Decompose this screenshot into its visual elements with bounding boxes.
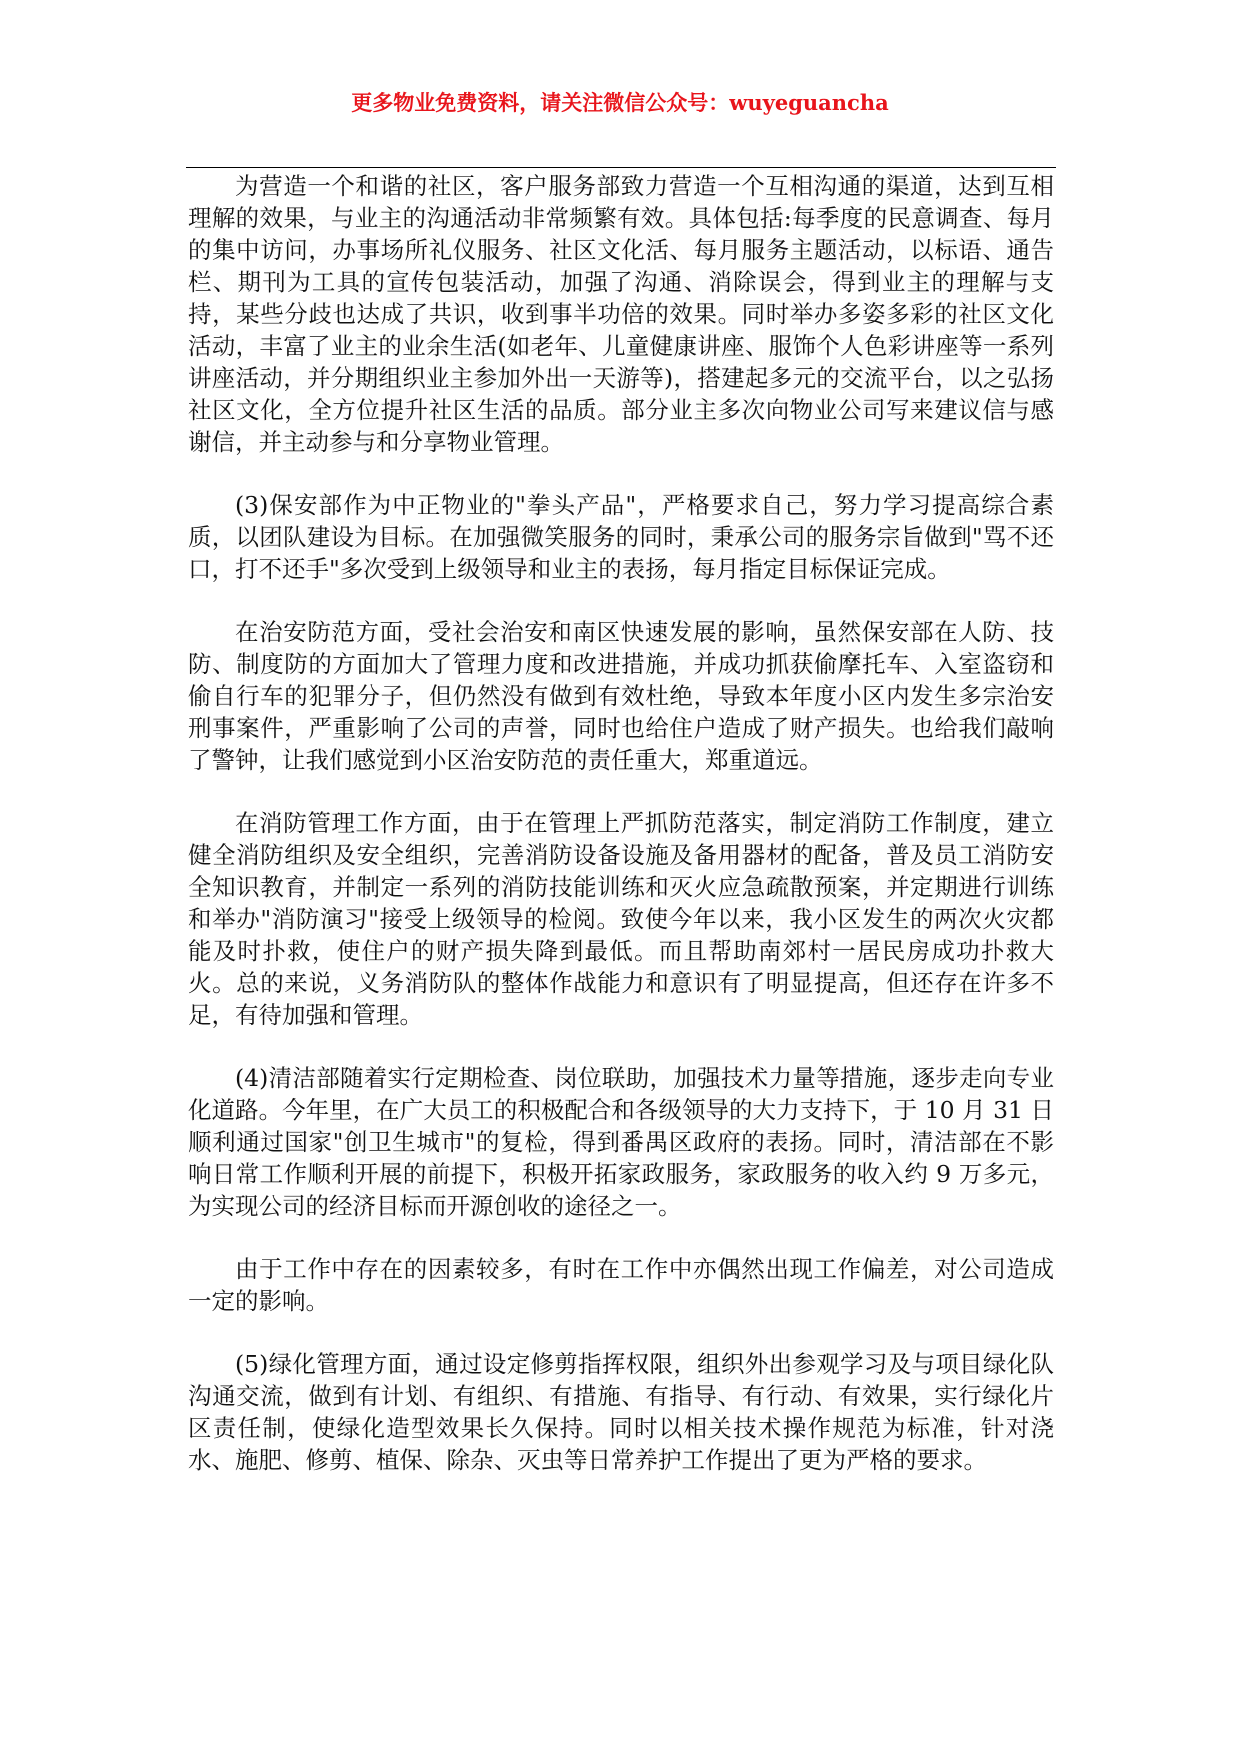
paragraph-public-security: 在治安防范方面，受社会治安和南区快速发展的影响，虽然保安部在人防、技防、制度防的方面加大了管理力度和改进措施，并成功抓获偷摩托车、入室盗窃和偷自行车的犯罪分子，但仍然没有做到有效杜绝，导致本年度小区内发生多宗治安刑事案件，严重影响了公司的声誉，同时也给住户造成了财产损失。也给我们敲响了警钟，让我们感觉到小区治安防范的责任重大，郑重道远。 xyxy=(188,618,1054,774)
paragraph-cleaning-dept: (4)清洁部随着实行定期检查、岗位联助，加强技术力量等措施，逐步走向专业化道路。今年里，在广大员工的积极配合和各级领导的大力支持下，于 10 月 31 日顺利通过国家"创卫生城市"的复检，得到番禺区政府的表扬。同时，清洁部在不影响日常工作顺利开展的前提下，积极开拓家政服务，家政服务的收入约 9 万多元，为实现公司的经济目标而开源创收的途径之一。 xyxy=(188,1064,1054,1220)
paragraph-work-deviation: 由于工作中存在的因素较多，有时在工作中亦偶然出现工作偏差，对公司造成一定的影响。 xyxy=(188,1255,1054,1315)
paragraph-greening-management: (5)绿化管理方面，通过设定修剪指挥权限，组织外出参观学习及与项目绿化队沟通交流，做到有计划、有组织、有措施、有指导、有行动、有效果，实行绿化片区责任制，使绿化造型效果长久保持。同时以相关技术操作规范为标准，针对浇水、施肥、修剪、植保、除杂、灭虫等日常养护工作提出了更为严格的要求。 xyxy=(188,1350,1054,1474)
paragraph-fire-management: 在消防管理工作方面，由于在管理上严抓防范落实，制定消防工作制度，建立健全消防组织及安全组织，完善消防设备设施及备用器材的配备，普及员工消防安全知识教育，并制定一系列的消防技能训练和灭火应急疏散预案，并定期进行训练和举办"消防演习"接受上级领导的检阅。致使今年以来，我小区发生的两次火灾都能及时扑救，使住户的财产损失降到最低。而且帮助南郊村一居民房成功扑救大火。总的来说，义务消防队的整体作战能力和意识有了明显提高，但还存在许多不足，有待加强和管理。 xyxy=(188,809,1054,1029)
paragraph-customer-service: 为营造一个和谐的社区，客户服务部致力营造一个互相沟通的渠道，达到互相理解的效果，与业主的沟通活动非常频繁有效。具体包括:每季度的民意调查、每月的集中访问，办事场所礼仪服务、社区文化活、每月服务主题活动，以标语、通告栏、期刊为工具的宣传包装活动，加强了沟通、消除误会，得到业主的理解与支持，某些分歧也达成了共识，收到事半功倍的效果。同时举办多姿多彩的社区文化活动，丰富了业主的业余生活(如老年、儿童健康讲座、服饰个人色彩讲座等一系列讲座活动，并分期组织业主参加外出一天游等)，搭建起多元的交流平台，以之弘扬社区文化，全方位提升社区生活的品质。部分业主多次向物业公司写来建议信与感谢信，并主动参与和分享物业管理。 xyxy=(188,172,1054,456)
header-divider xyxy=(186,167,1056,168)
document-body xyxy=(188,170,1054,1476)
paragraph-security-dept: (3)保安部作为中正物业的"拳头产品"，严格要求自己，努力学习提高综合素质，以团队建设为目标。在加强微笑服务的同时，秉承公司的服务宗旨做到"骂不还口，打不还手"多次受到上级领导和业主的表扬，每月指定目标保证完成。 xyxy=(188,491,1054,583)
header-banner: 更多物业免费资料，请关注微信公众号：wuyeguancha xyxy=(351,90,889,115)
